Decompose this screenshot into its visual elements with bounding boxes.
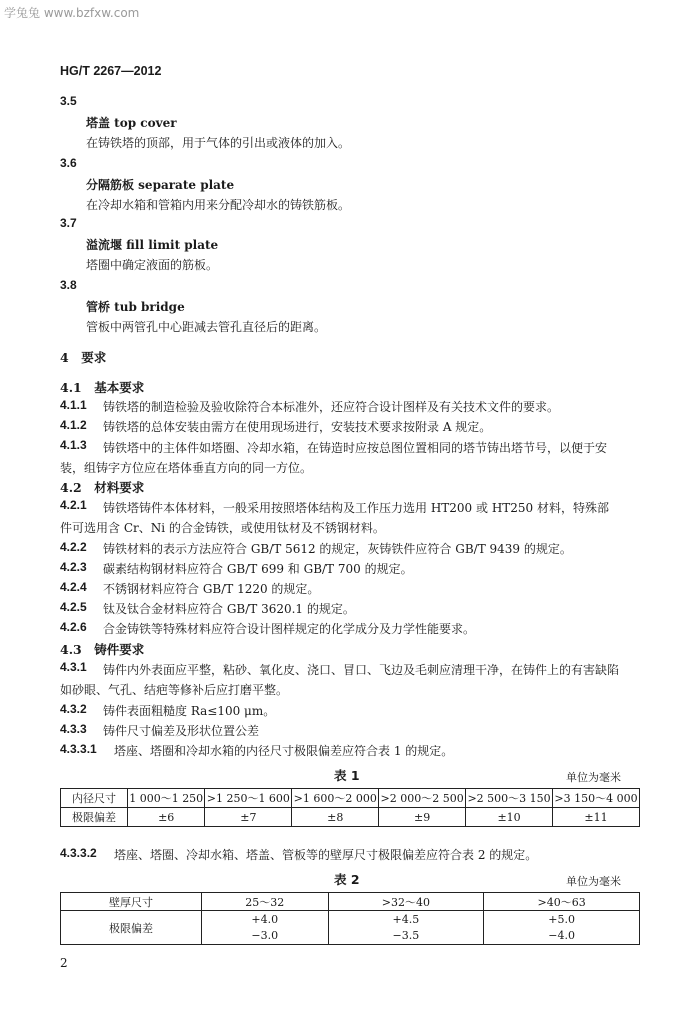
table1-cell: >1 600～2 000 xyxy=(292,789,379,808)
term-definition: 塔圈中确定液面的筋板。 xyxy=(86,258,219,272)
table2-cell: 25～32 xyxy=(202,893,329,911)
term-definition: 管板中两管孔中心距减去管孔直径后的距离。 xyxy=(86,320,327,334)
clause-text: 铸铁塔的制造检验及验收除符合本标准外，还应符合设计图样及有关技术文件的要求。 xyxy=(103,400,560,414)
clause-text: 铸件尺寸偏差及形状位置公差 xyxy=(103,724,260,738)
clause-number: 4.2.3 xyxy=(60,560,87,574)
clause-number: 4.3.1 xyxy=(60,660,87,674)
table2-cell-upper: +4.5 xyxy=(328,911,484,928)
clause-text: 铸铁材料的表示方法应符合 GB/T 5612 的规定，灰铸铁件应符合 GB/T 9439 的规定。 xyxy=(103,542,572,556)
term-name: 溢流堰 fill limit plate xyxy=(86,238,219,252)
table2-row-label: 极限偏差 xyxy=(61,911,202,945)
table2-cell-upper: +4.0 xyxy=(202,911,329,928)
subsection-heading: 4.2 材料要求 xyxy=(60,480,145,495)
term-number: 3.7 xyxy=(60,216,77,230)
clause-text: 钛及钛合金材料应符合 GB/T 3620.1 的规定。 xyxy=(103,602,355,616)
clause-number: 4.1.3 xyxy=(60,438,87,452)
subsection-heading: 4.3 铸件要求 xyxy=(60,642,145,657)
table2-cell-upper: +5.0 xyxy=(484,911,640,928)
table1-cell: ±11 xyxy=(553,808,640,827)
table1-cell: >3 150～4 000 xyxy=(553,789,640,808)
table1-caption: 表 1 xyxy=(334,768,360,783)
clause-text: 塔座、塔圈和冷却水箱的内径尺寸极限偏差应符合表 1 的规定。 xyxy=(114,744,454,758)
table2-row-label: 壁厚尺寸 xyxy=(61,893,202,911)
clause-text: 不锈钢材料应符合 GB/T 1220 的规定。 xyxy=(103,582,320,596)
page-number: 2 xyxy=(60,956,68,970)
table1-row-label: 极限偏差 xyxy=(61,808,128,827)
clause-number: 4.3.3.1 xyxy=(60,742,97,756)
clause-text: 铸铁塔铸件本体材料，一般采用按照塔体结构及工作压力选用 HT200 或 HT250 材料，特殊部件可选用含 Cr、Ni 的合金铸铁，或使用钛材及不锈钢材料。 xyxy=(60,501,610,535)
table2-cell-lower: −3.0 xyxy=(202,928,329,945)
table2-unit: 单位为毫米 xyxy=(566,875,621,888)
clause-number: 4.2.4 xyxy=(60,580,87,594)
clause-text: 铸铁塔中的主体件如塔圈、冷却水箱，在铸造时应按总图位置相同的塔节铸出塔节号，以便于安装，组铸字方位应在塔体垂直方向的同一方位。 xyxy=(60,441,608,475)
term-name: 塔盖 top cover xyxy=(86,116,177,130)
term-name: 管桥 tub bridge xyxy=(86,300,185,314)
clause-text: 碳素结构钢材料应符合 GB/T 699 和 GB/T 700 的规定。 xyxy=(103,562,413,576)
clause-number: 4.2.5 xyxy=(60,600,87,614)
table1-cell: ±10 xyxy=(466,808,553,827)
clause-number: 4.2.6 xyxy=(60,620,87,634)
clause-number: 4.2.1 xyxy=(60,498,87,512)
watermark: 学兔兔 www.bzfxw.com xyxy=(4,6,140,20)
table1-cell: 1 000～1 250 xyxy=(128,789,205,808)
section-heading: 4 要求 xyxy=(60,350,107,365)
clause-number: 4.1.2 xyxy=(60,418,87,432)
table1-cell: ±8 xyxy=(292,808,379,827)
term-number: 3.6 xyxy=(60,156,77,170)
term-definition: 在冷却水箱和管箱内用来分配冷却水的铸铁筋板。 xyxy=(86,198,351,212)
term-definition: 在铸铁塔的顶部，用于气体的引出或液体的加入。 xyxy=(86,136,351,150)
table1-row-label: 内径尺寸 xyxy=(61,789,128,808)
table2-cell-lower: −4.0 xyxy=(484,928,640,945)
subsection-heading: 4.1 基本要求 xyxy=(60,380,145,395)
table2-cell: >32～40 xyxy=(328,893,484,911)
term-name: 分隔筋板 separate plate xyxy=(86,178,235,192)
clause-text: 铸铁塔的总体安装由需方在使用现场进行，安装技术要求按附录 A 规定。 xyxy=(103,420,492,434)
table1-cell: >2 000～2 500 xyxy=(379,789,466,808)
clause-text: 铸件内外表面应平整，粘砂、氧化皮、浇口、冒口、飞边及毛刺应清理干净，在铸件上的有害缺陷如砂眼、气孔、结疤等修补后应打磨平整。 xyxy=(60,663,620,697)
clause-number: 4.3.3 xyxy=(60,722,87,736)
standard-header: HG/T 2267—2012 xyxy=(60,64,162,78)
term-number: 3.8 xyxy=(60,278,77,292)
table2-cell-lower: −3.5 xyxy=(328,928,484,945)
table1-unit: 单位为毫米 xyxy=(566,771,621,784)
table2-cell: >40～63 xyxy=(484,893,640,911)
table1 xyxy=(60,788,640,827)
table2-caption: 表 2 xyxy=(334,872,360,887)
clause-number: 4.3.3.2 xyxy=(60,846,97,860)
table1-cell: ±6 xyxy=(128,808,205,827)
table1-cell: ±7 xyxy=(205,808,292,827)
clause-number: 4.1.1 xyxy=(60,398,87,412)
table1-cell: >1 250～1 600 xyxy=(205,789,292,808)
clause-number: 4.2.2 xyxy=(60,540,87,554)
clause-text: 塔座、塔圈、冷却水箱、塔盖、管板等的壁厚尺寸极限偏差应符合表 2 的规定。 xyxy=(114,848,538,862)
table1-cell: ±9 xyxy=(379,808,466,827)
table1-cell: >2 500～3 150 xyxy=(466,789,553,808)
term-number: 3.5 xyxy=(60,94,77,108)
clause-number: 4.3.2 xyxy=(60,702,87,716)
clause-text: 合金铸铁等特殊材料应符合设计图样规定的化学成分及力学性能要求。 xyxy=(103,622,476,636)
clause-text: 铸件表面粗糙度 Ra≤100 μm。 xyxy=(103,704,276,718)
table2 xyxy=(60,892,640,945)
